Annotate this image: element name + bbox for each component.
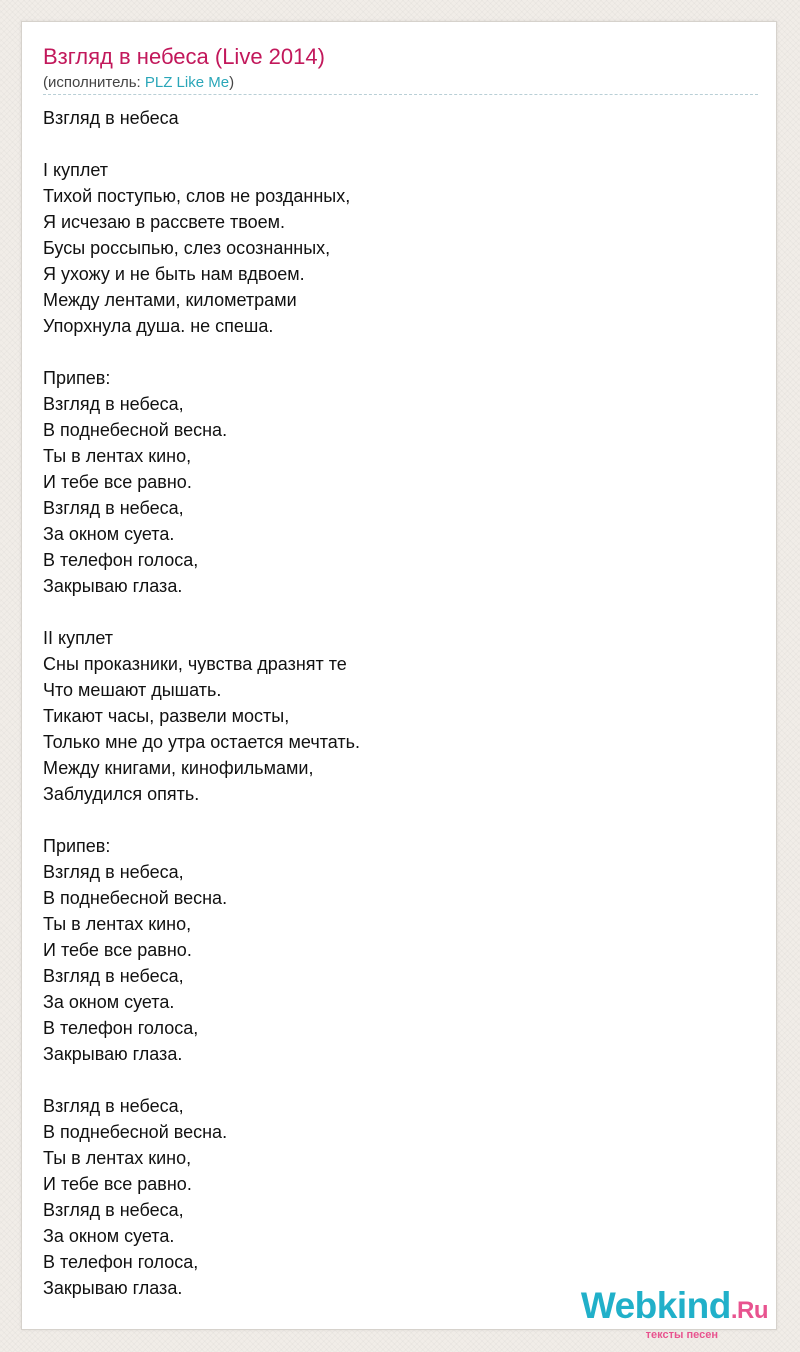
- lyric-line: За окном суета.: [43, 524, 175, 544]
- artist-prefix: (исполнитель:: [43, 74, 145, 91]
- artist-line: [43, 73, 234, 93]
- lyric-line: Взгляд в небеса,: [43, 1096, 184, 1116]
- lyric-line: Ты в лентах кино,: [43, 446, 192, 466]
- lyric-line: Бусы россыпью, слез осознанных,: [43, 238, 331, 258]
- lyrics-body: [43, 105, 743, 1301]
- lyric-line: II куплет: [43, 628, 113, 648]
- lyrics-card: [21, 21, 777, 1341]
- lyric-line: Ты в лентах кино,: [43, 1148, 192, 1168]
- lyric-line: В телефон голоса,: [43, 1018, 199, 1038]
- lyric-line: Взгляд в небеса,: [43, 394, 184, 414]
- lyric-line: Я исчезаю в рассвете твоем.: [43, 212, 286, 232]
- lyric-line: Взгляд в небеса,: [43, 966, 184, 986]
- lyric-line: Сны проказники, чувства дразнят те: [43, 654, 347, 674]
- lyric-blank-line: [43, 1067, 743, 1093]
- logo-wordmark: [568, 1287, 768, 1330]
- lyric-line: Тихой поступью, слов не розданных,: [43, 186, 351, 206]
- lyric-line: Припев:: [43, 836, 111, 856]
- lyric-line: И тебе все равно.: [43, 472, 192, 492]
- lyric-line: Заблудился опять.: [43, 784, 200, 804]
- lyric-line: В телефон голоса,: [43, 1252, 199, 1272]
- lyric-line: Взгляд в небеса,: [43, 498, 184, 518]
- lyric-line: Тикают часы, развели мосты,: [43, 706, 290, 726]
- lyric-line: Я ухожу и не быть нам вдвоем.: [43, 264, 305, 284]
- lyric-line: Взгляд в небеса: [43, 108, 179, 128]
- lyric-line: В поднебесной весна.: [43, 888, 228, 908]
- lyric-line: Закрываю глаза.: [43, 576, 183, 596]
- lyric-line: I куплет: [43, 160, 108, 180]
- song-title: Взгляд в небеса (Live 2014): [43, 44, 325, 69]
- lyric-line: Закрываю глаза.: [43, 1278, 183, 1298]
- lyric-line: Между книгами, кинофильмами,: [43, 758, 314, 778]
- webkind-logo[interactable]: [568, 1285, 768, 1341]
- lyric-line: Закрываю глаза.: [43, 1044, 183, 1064]
- lyric-blank-line: [43, 339, 743, 365]
- lyric-line: Между лентами, километрами: [43, 290, 297, 310]
- lyric-line: Упорхнула душа. не спеша.: [43, 316, 274, 336]
- lyric-line: Взгляд в небеса,: [43, 1200, 184, 1220]
- artist-link[interactable]: PLZ Like Me: [144, 74, 230, 91]
- lyric-line: В поднебесной весна.: [43, 1122, 228, 1142]
- lyric-line: За окном суета.: [43, 992, 175, 1012]
- lyric-line: Припев:: [43, 368, 111, 388]
- lyric-line: И тебе все равно.: [43, 940, 192, 960]
- title-divider: [43, 94, 758, 95]
- lyric-blank-line: [43, 599, 743, 625]
- artist-suffix: ): [229, 74, 235, 91]
- lyric-line: Взгляд в небеса,: [43, 862, 184, 882]
- lyric-line: В телефон голоса,: [43, 550, 199, 570]
- lyric-line: И тебе все равно.: [43, 1174, 192, 1194]
- lyric-line: За окном суета.: [43, 1226, 175, 1246]
- logo-tagline: тексты песен: [645, 1329, 718, 1341]
- lyric-line: Только мне до утра остается мечтать.: [43, 732, 360, 752]
- logo-tld: .Ru: [730, 1297, 768, 1324]
- logo-name: Webkind: [580, 1285, 731, 1326]
- lyric-blank-line: [43, 131, 743, 157]
- lyric-line: Ты в лентах кино,: [43, 914, 192, 934]
- lyric-line: Что мешают дышать.: [43, 680, 222, 700]
- lyric-line: В поднебесной весна.: [43, 420, 228, 440]
- lyric-blank-line: [43, 807, 743, 833]
